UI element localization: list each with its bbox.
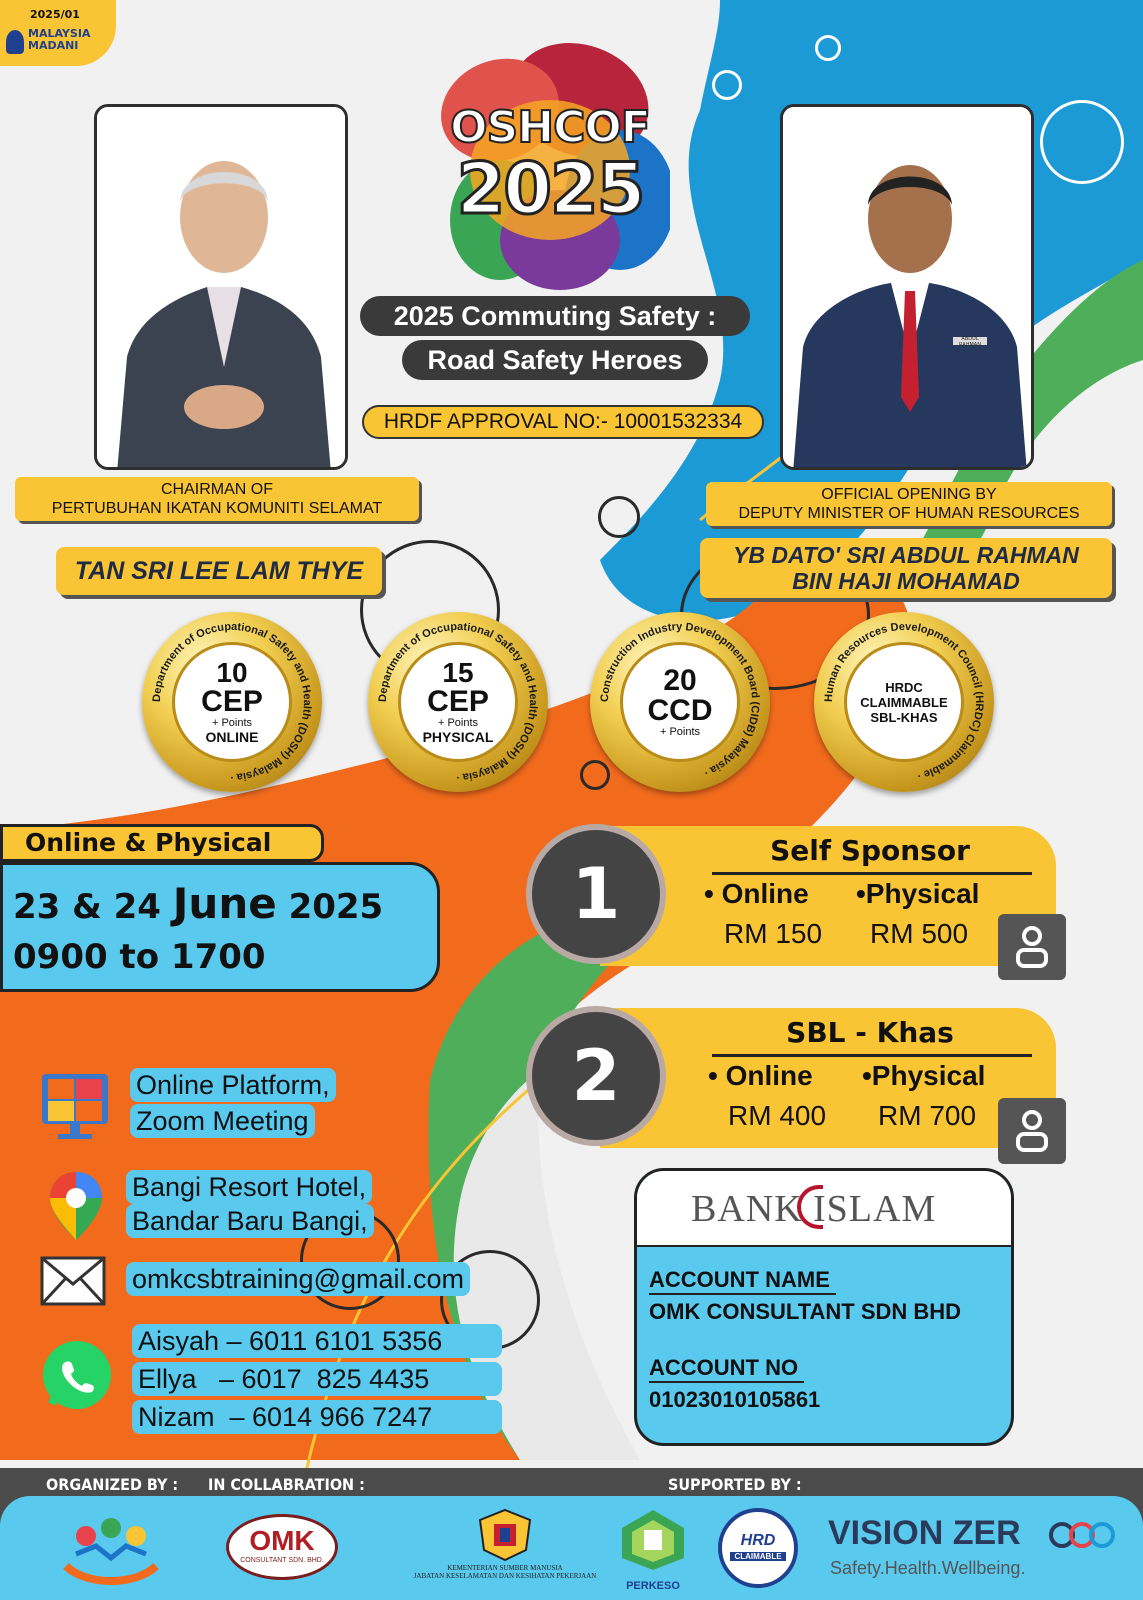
chairman-portrait-icon [97,107,348,470]
omk-logo-text: OMK [249,1525,315,1556]
ikatan-komuniti-logo-icon [56,1506,166,1590]
minister-role-line1: OFFICIAL OPENING BY [821,486,997,503]
seal-center [620,642,740,762]
price-online-value: RM 400 [728,1100,827,1131]
seal-big-label: CCD [647,694,713,727]
account-name: OMK CONSULTANT SDN BHD [649,1299,962,1324]
phone-aisyah[interactable]: Aisyah – 6011 6101 5356 [132,1324,502,1358]
seal-small: + Points [437,717,479,729]
seal-big-number: 10 [216,657,248,688]
register-user-icon[interactable] [998,914,1066,980]
seal-ring-text: Department of Occupational Safety and Health (DOSH) Malaysia · [376,620,540,784]
hrd-claimable-text: CLAIMABLE [730,1552,786,1561]
seal-center [172,642,292,762]
account-no-label: ACCOUNT NO [649,1355,804,1383]
user-icon [998,914,1066,980]
price-physical-value: RM 500 [870,918,969,949]
organized-by-label: ORGANIZED BY : [46,1475,179,1494]
ministry-crest-icon [470,1506,540,1562]
price-online-value: RM 150 [724,918,823,949]
price-col-physical: •Physical [856,878,980,909]
madani-text [28,28,90,52]
account-name-label: ACCOUNT NAME [649,1267,836,1295]
platform-line2: Zoom Meeting [130,1104,315,1138]
seal-small: + Points [659,726,701,738]
email-icon [40,1256,106,1306]
price-option-1 [600,826,1056,966]
email-address[interactable]: omkcsbtraining@gmail.com [126,1262,470,1296]
bank-logo-left: BANK [691,1188,803,1230]
seal-ring-text: Department of Occupational Safety and Health (DOSH) Malaysia · [150,620,314,784]
platform-line1: Online Platform, [130,1068,336,1102]
madani-line1: MALAYSIA [28,27,91,40]
price-divider [712,1054,1032,1057]
seal-big-number: 20 [663,664,697,697]
price-divider [712,872,1032,875]
theme-line1: 2025 Commuting Safety : [360,296,750,336]
seal-center [844,642,964,762]
madani-badge [0,0,116,66]
theme-line2: Road Safety Heroes [402,340,708,380]
hrd-corp-text: HRD [740,1532,776,1549]
seal-ring-text: Construction Industry Development Board (CIDB) Malaysia · [598,620,762,779]
ministry-line1: KEMENTERIAN SUMBER MANUSIA [447,1564,563,1572]
seal-sub: ONLINE [205,729,259,745]
decor-ring [712,70,742,100]
seal-big-label: CEP [427,685,489,718]
seal-dosh-online [142,612,322,792]
hrdf-approval: HRDF APPROVAL NO:- 10001532334 [362,405,764,439]
event-title-year: 2025 [456,148,644,230]
vision-zero-tagline: Safety.Health.Wellbeing. [830,1558,1026,1578]
price-option-number: 1 [526,824,666,964]
user-icon [998,1098,1066,1164]
account-number: 01023010105861 [649,1387,821,1412]
event-date-days: 23 & 24 [13,887,161,927]
register-user-icon[interactable] [998,1098,1066,1164]
ministry-line2: JABATAN KESELAMATAN DAN KESIHATAN PEKERJAAN [413,1572,597,1580]
omk-logo [226,1514,338,1580]
seal-big-label: CLAIMMABLE [860,694,948,710]
decor-ring [598,496,640,538]
event-date-box [0,862,440,992]
seal-ring-text: Human Resources Development Council (HRDC) Claimmable · [822,620,986,782]
omk-logo-sub: CONSULTANT SDN. BHD. [240,1557,324,1564]
minister-photo [780,104,1034,470]
vision-zero-circles-icon [1048,1520,1124,1550]
video-conference-icon [40,1072,110,1142]
hrd-corp-logo [718,1508,798,1588]
decor-ring [1040,100,1124,184]
venue-line1: Bangi Resort Hotel, [126,1170,372,1204]
seal-big-number: 15 [442,657,474,688]
seal-big-label: CEP [201,685,263,718]
event-title-oshcof: OSHCOF [450,102,650,153]
price-option-title: Self Sponsor [770,834,970,867]
seal-small: SBL-KHAS [870,709,938,725]
minister-role-line2: DEPUTY MINISTER OF HUMAN RESOURCES [738,505,1080,522]
event-date-year: 2025 [288,887,384,927]
minister-name-line1: YB DATO' SRI ABDUL RAHMAN [733,542,1079,568]
seal-hrdc [814,612,994,792]
minister-name [700,538,1112,598]
chairman-role-line2: PERTUBUHAN IKATAN KOMUNITI SELAMAT [51,500,383,517]
collaboration-label: IN COLLABRATION : [208,1475,365,1494]
venue-line2: Bandar Baru Bangi, [126,1204,374,1238]
issue-number: 2025/01 [30,8,80,21]
bank-info-card [634,1168,1014,1446]
chairman-name: TAN SRI LEE LAM THYE [56,547,382,595]
minister-role [706,482,1112,526]
price-physical-value: RM 700 [878,1100,977,1131]
madani-logo-icon [6,30,24,54]
price-col-physical: •Physical [862,1060,986,1091]
event-time: 0900 to 1700 [13,937,266,977]
chairman-role-line1: CHAIRMAN OF [161,481,273,498]
seal-cidb [590,612,770,792]
seal-dosh-physical [368,612,548,792]
ministry-name [390,1564,620,1580]
seal-big-number: HRDC [885,679,923,695]
event-date-month: June [172,879,277,928]
price-option-2 [600,1008,1056,1148]
price-col-online: • Online [704,878,809,909]
phone-ellya[interactable]: Ellya – 6017 825 4435 [132,1362,502,1396]
chairman-role [15,477,419,521]
decor-ring [815,35,841,61]
seal-sub: PHYSICAL [422,729,494,745]
event-date [13,879,383,928]
supported-by-label: SUPPORTED BY : [668,1475,802,1494]
price-option-number: 2 [526,1006,666,1146]
bank-logo-area [637,1171,1014,1247]
vision-zero-logo [828,1514,1021,1553]
price-col-online: • Online [708,1060,813,1091]
perkeso-logo-icon [618,1508,688,1572]
bank-logo-right: ISLAM [813,1188,937,1230]
event-mode: Online & Physical [0,824,324,862]
map-pin-icon [48,1170,104,1242]
madani-line2: MADANI [28,39,79,52]
price-option-title: SBL - Khas [786,1016,954,1049]
phone-nizam[interactable]: Nizam – 6014 966 7247 [132,1400,502,1434]
chairman-photo [94,104,348,470]
seal-small: + Points [211,717,253,729]
vision-zero-text: VISION ZER [828,1514,1021,1552]
minister-portrait-icon [783,107,1034,470]
minister-name-line2: BIN HAJI MOHAMAD [792,568,1020,594]
seal-center [398,642,518,762]
whatsapp-icon [40,1338,114,1412]
perkeso-label: PERKESO [626,1580,680,1592]
minister-name-tag: ABDUL RAHMAN [959,336,981,348]
